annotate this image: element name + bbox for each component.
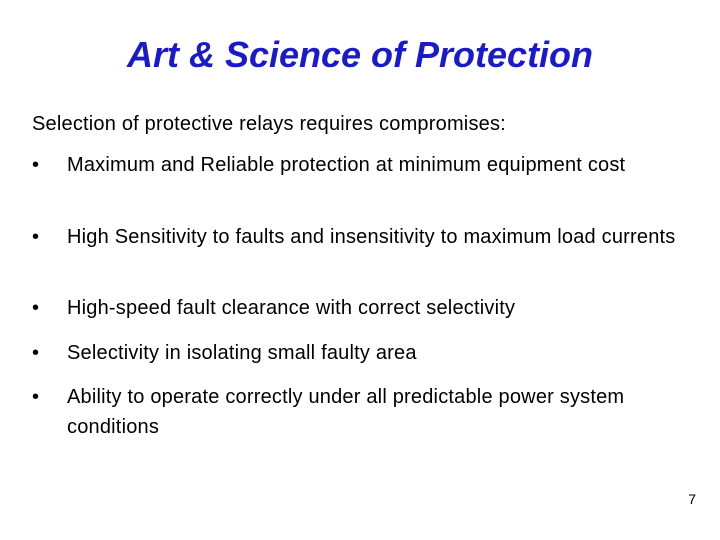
bullet-dot: • — [32, 226, 40, 248]
intro-text: Selection of protective relays requires compromises: — [32, 113, 506, 135]
bullet-item — [32, 382, 702, 442]
bullet-text: Selectivity in isolating small faulty area — [67, 342, 417, 364]
bullet-dot: • — [32, 154, 40, 176]
bullet-item — [32, 222, 702, 252]
page-number: 7 — [688, 491, 696, 507]
bullet-text: High-speed fault clearance with correct selectivity — [67, 297, 516, 319]
bullet-item — [32, 338, 702, 368]
bullet-dot: • — [32, 342, 40, 364]
slide-title: Art & Science of Protection — [126, 34, 594, 75]
bullet-text: Ability to operate correctly under all predictable power system conditions — [67, 386, 625, 438]
bullet-text: Maximum and Reliable protection at minimum equipment cost — [67, 154, 626, 176]
bullet-text: High Sensitivity to faults and insensitivity to maximum load currents — [67, 226, 676, 248]
bullet-item — [32, 293, 702, 323]
bullet-item — [32, 150, 702, 180]
bullet-dot: • — [32, 297, 40, 319]
bullet-dot: • — [32, 386, 40, 408]
